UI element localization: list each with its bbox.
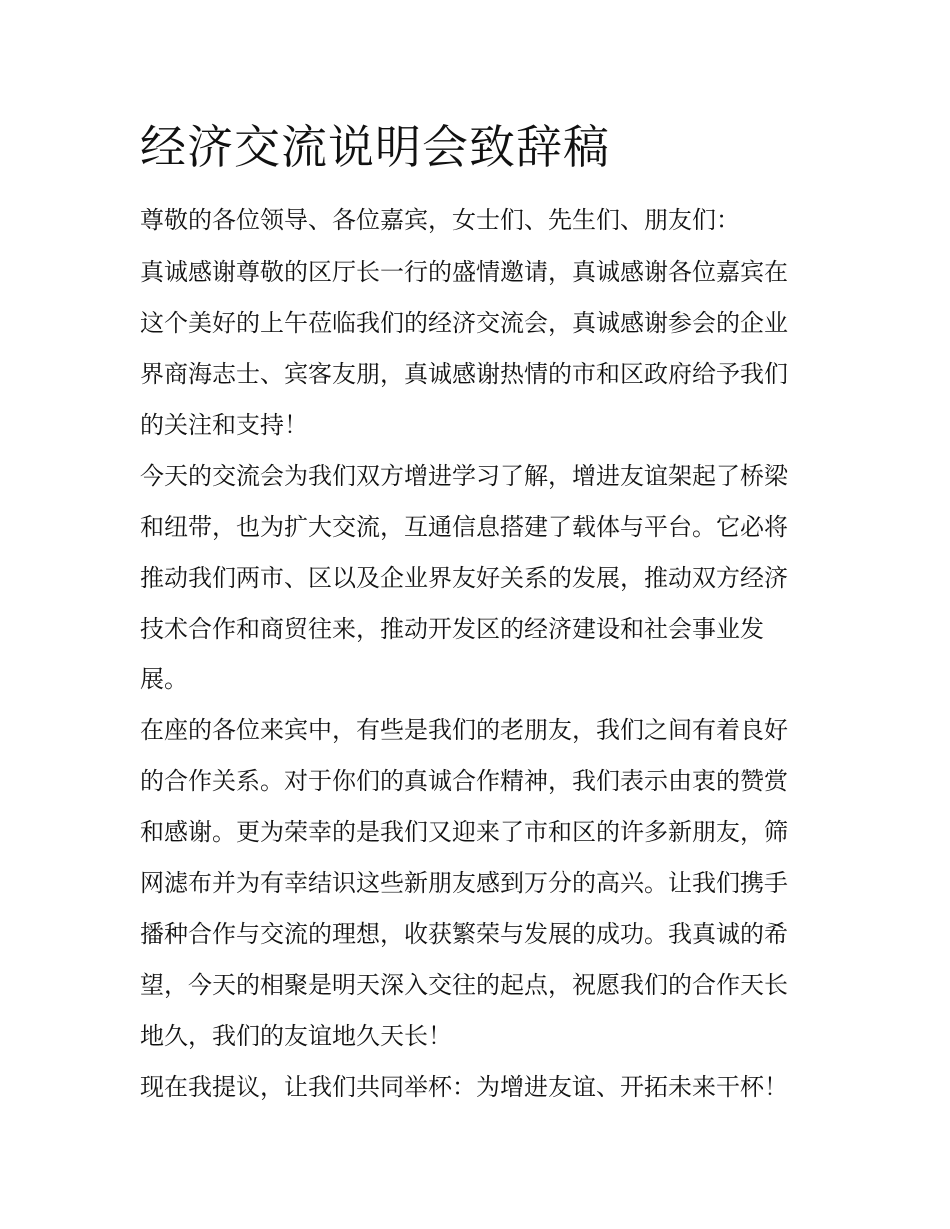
paragraph-line: 真诚感谢尊敬的区厅长一行的盛情邀请，真诚感谢各位嘉宾在: [140, 258, 788, 286]
paragraph-line: 和感谢。更为荣幸的是我们又迎来了市和区的许多新朋友，筛: [140, 818, 788, 846]
paragraph-line: 的关注和支持！: [140, 411, 308, 439]
paragraph-line: 界商海志士、宾客友朋，真诚感谢热情的市和区政府给予我们: [140, 360, 788, 388]
paragraph-line: 在座的各位来宾中，有些是我们的老朋友，我们之间有着良好: [140, 716, 788, 744]
paragraph-line: 这个美好的上午莅临我们的经济交流会，真诚感谢参会的企业: [140, 309, 788, 337]
paragraph-line: 和纽带，也为扩大交流，互通信息搭建了载体与平台。它必将: [140, 513, 788, 541]
paragraph-line: 望，今天的相聚是明天深入交往的起点，祝愿我们的合作天长: [140, 971, 788, 999]
paragraph-line: 技术合作和商贸往来，推动开发区的经济建设和社会事业发: [140, 615, 764, 643]
paragraph-line: 的合作关系。对于你们的真诚合作精神，我们表示由衷的赞赏: [140, 767, 788, 795]
document-title: 经济交流说明会致辞稿: [140, 120, 610, 174]
salutation-line: 尊敬的各位领导、各位嘉宾，女士们、先生们、朋友们：: [140, 206, 740, 234]
paragraph-line: 推动我们两市、区以及企业界友好关系的发展，推动双方经济: [140, 564, 788, 592]
closing-line: 现在我提议，让我们共同举杯：为增进友谊、开拓未来干杯！: [140, 1073, 788, 1101]
paragraph-line: 播种合作与交流的理想，收获繁荣与发展的成功。我真诚的希: [140, 920, 788, 948]
paragraph-line: 今天的交流会为我们双方增进学习了解，增进友谊架起了桥梁: [140, 462, 788, 490]
paragraph-line: 地久，我们的友谊地久天长！: [140, 1022, 452, 1050]
paragraph-line: 网滤布并为有幸结识这些新朋友感到万分的高兴。让我们携手: [140, 869, 788, 897]
paragraph-line: 展。: [140, 665, 188, 693]
